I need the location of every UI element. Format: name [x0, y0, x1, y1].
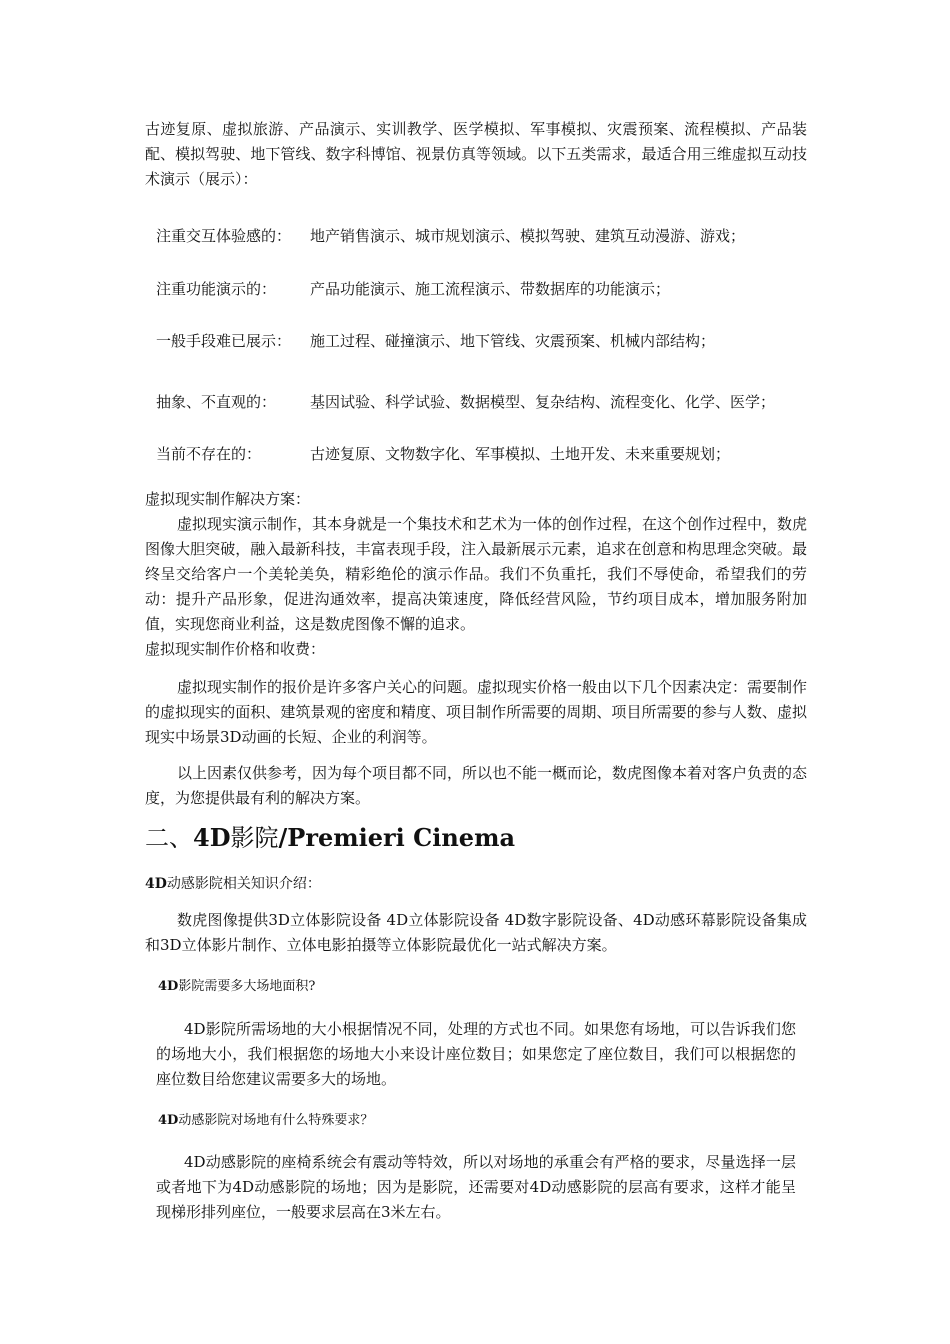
cinema-intro-heading-bold: 4D	[145, 876, 167, 892]
category-desc: 产品功能演示、施工流程演示、带数据库的功能演示；	[310, 279, 671, 298]
demand-category-table	[156, 206, 796, 475]
faq-question-bold: 4D	[158, 979, 179, 994]
section-middle: 影院	[230, 824, 279, 852]
cinema-intro-heading	[145, 873, 321, 895]
table-row	[156, 266, 796, 311]
table-row	[156, 311, 796, 371]
faq-answer-1: 4D影院所需场地的大小根据情况不同，处理的方式也不同。如果您有场地，可以告诉我们您的场地大小，我们根据您的场地大小来设计座位数目；如果您定了座位数目，我们可以根据您的座位数目给您建议需要多大的场地。	[156, 1020, 796, 1088]
category-name: 注重功能演示的：	[156, 279, 277, 298]
category-name: 注重交互体验感的：	[156, 227, 292, 245]
category-name: 抽象、不直观的：	[156, 393, 277, 411]
faq-answer-2: 4D动感影院的座椅系统会有震动等特效，所以对场地的承重会有严格的要求，尽量选择一层或者地下为4D动感影院的场地；因为是影院，还需要对4D动感影院的层高有要求，这样才能呈现梯形排列座位，一般要求层高在3米左右。	[156, 1153, 796, 1221]
section-prefix: 二、	[145, 824, 193, 852]
faq-question-2	[158, 1110, 373, 1132]
category-desc: 地产销售演示、城市规划演示、模拟驾驶、建筑互动漫游、游戏；	[310, 227, 746, 245]
solution-heading: 虚拟现实制作解决方案：	[145, 490, 311, 508]
section-title-4d-cinema	[145, 820, 515, 856]
faq-question-bold: 4D	[158, 1113, 179, 1128]
cinema-intro-body: 数虎图像提供3D立体影院设备 4D立体影院设备 4D数字影院设备、4D动感环幕影院设备集成和3D立体影片制作、立体电影拍摄等立体影院最优化一站式解决方案。	[145, 911, 807, 954]
table-row	[156, 433, 796, 475]
cinema-intro-heading-rest: 动感影院相关知识介绍：	[166, 876, 321, 892]
faq-question-rest: 动感影院对场地有什么特殊要求？	[178, 1113, 374, 1128]
table-row	[156, 371, 796, 433]
pricing-heading: 虚拟现实制作价格和收费：	[145, 640, 326, 658]
category-name: 一般手段难已展示：	[156, 332, 292, 350]
solution-body: 虚拟现实演示制作，其本身就是一个集技术和艺术为一体的创作过程，在这个创作过程中，数虎图像大胆突破，融入最新科技，丰富表现手段，注入最新展示元素，追求在创意和构思理念突破。最终呈交给客户一个美轮美奂，精彩绝伦的演示作品。我们不负重托，我们不辱使命，希望我们的劳动：提升产品形象，促进沟通效率，提高决策速度，降低经营风险，节约项目成本，增加服务附加值，实现您商业利益，这是数虎图像不懈的追求。	[145, 515, 808, 633]
section-bold-4d: 4D	[193, 823, 231, 852]
category-desc: 施工过程、碰撞演示、地下管线、灾震预案、机械内部结构；	[310, 332, 716, 350]
category-desc: 基因试验、科学试验、数据模型、复杂结构、流程变化、化学、医学；	[310, 393, 776, 411]
section-bold-suffix: /Premieri Cinema	[278, 823, 516, 852]
faq-question-1	[158, 976, 315, 998]
pricing-body-2: 以上因素仅供参考，因为每个项目都不同，所以也不能一概而论，数虎图像本着对客户负责的态度，为您提供最有利的解决方案。	[145, 764, 808, 807]
faq-question-rest: 影院需要多大场地面积?	[178, 979, 316, 994]
intro-paragraph: 古迹复原、虚拟旅游、产品演示、实训教学、医学模拟、军事模拟、灾震预案、流程模拟、产品装配、模拟驾驶、地下管线、数字科博馆、视景仿真等领域。以下五类需求，最适合用三维虚拟互动技术演示（展示）：	[145, 120, 807, 188]
category-name: 当前不存在的：	[156, 445, 262, 463]
category-desc: 古迹复原、文物数字化、军事模拟、土地开发、未来重要规划；	[310, 445, 731, 463]
pricing-body-1: 虚拟现实制作的报价是许多客户关心的问题。虚拟现实价格一般由以下几个因素决定：需要制作的虚拟现实的面积、建筑景观的密度和精度、项目制作所需要的周期、项目所需要的参与人数、虚拟现实中场景3D动画的长短、企业的利润等。	[145, 678, 808, 746]
table-row	[156, 206, 796, 266]
